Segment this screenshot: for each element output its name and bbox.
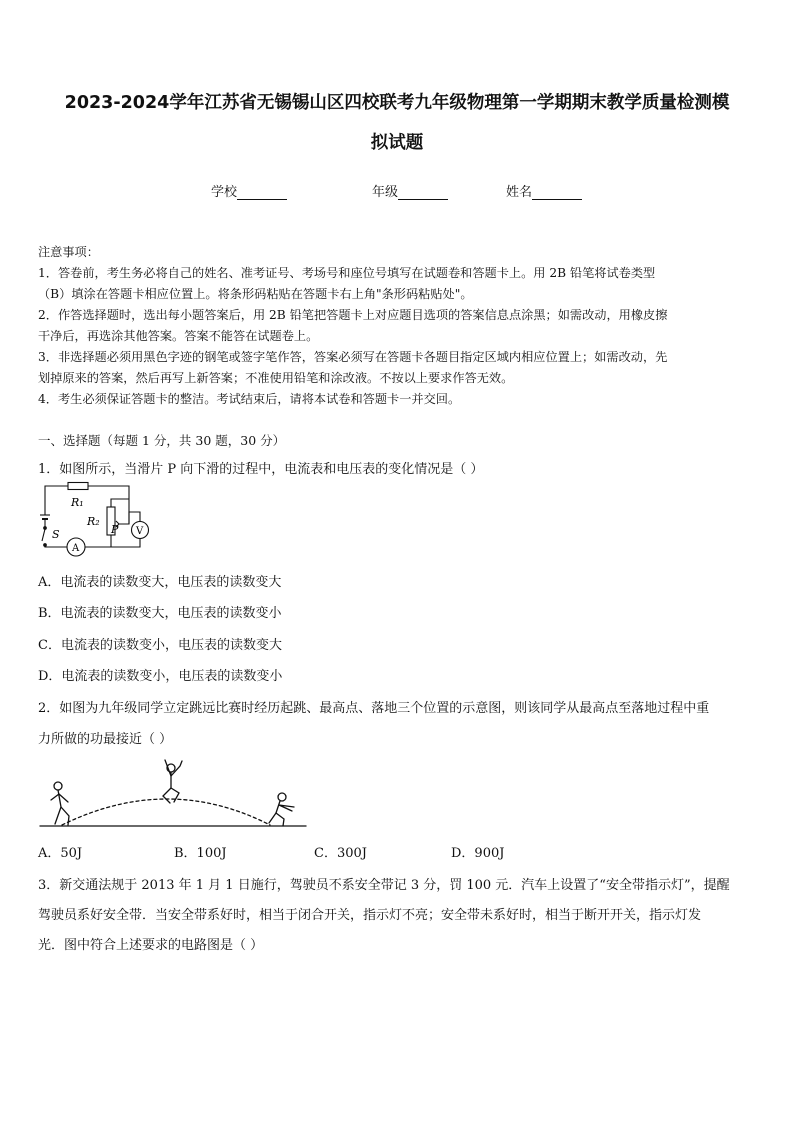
q2-option-d[interactable]: D．900J bbox=[451, 846, 505, 861]
section-heading: 一、选择题（每题 1 分，共 30 题，30 分） bbox=[38, 433, 286, 448]
q1-option-b[interactable]: B．电流表的读数变大，电压表的读数变小 bbox=[38, 606, 282, 621]
q3-stem-line1: 3．新交通法规于 2013 年 1 月 1 日施行，驾驶员不系安全带记 3 分，罚 100 元．汽车上设置了“安全带指示灯”，提醒 bbox=[38, 878, 730, 893]
s-label: S bbox=[52, 528, 60, 541]
figure-highest bbox=[163, 760, 182, 803]
q3-stem-line2: 驾驶员系好安全带．当安全带系好时，相当于闭合开关，指示灯不亮；安全带未系好时，相当于断开开关，指示灯发 bbox=[38, 908, 702, 923]
grade-label: 年级 bbox=[372, 185, 399, 200]
notes-heading: 注意事项： bbox=[38, 245, 99, 259]
q1-option-a[interactable]: A．电流表的读数变大，电压表的读数变大 bbox=[38, 575, 282, 590]
q1-option-c[interactable]: C．电流表的读数变小，电压表的读数变大 bbox=[38, 638, 282, 653]
q2-stem-line1: 2．如图为九年级同学立定跳远比赛时经历起跳、最高点、落地三个位置的示意图，则该同学从最高点至落地过程中重 bbox=[38, 701, 710, 716]
school-blank[interactable] bbox=[237, 185, 287, 200]
v-label: V bbox=[136, 526, 144, 537]
name-blank[interactable] bbox=[532, 185, 582, 200]
note-line: 2．作答选择题时，选出每小题答案后，用 2B 铅笔把答题卡上对应题目选项的答案信息点涂黑；如需改动，用橡皮擦 bbox=[38, 308, 668, 322]
name-label: 姓名 bbox=[506, 185, 533, 200]
school-field[interactable] bbox=[211, 181, 287, 200]
jump-trajectory bbox=[62, 799, 270, 825]
grade-blank[interactable] bbox=[398, 185, 448, 200]
q1-circuit-diagram bbox=[38, 481, 150, 561]
a-label: A bbox=[72, 543, 80, 554]
exam-title-line1: 2023-2024学年江苏省无锡锡山区四校联考九年级物理第一学期期末教学质量检测模 bbox=[64, 93, 730, 113]
q2-stem-line2: 力所做的功最接近（ ） bbox=[38, 732, 173, 747]
name-field[interactable] bbox=[506, 181, 582, 200]
r1-resistor bbox=[68, 483, 88, 490]
q3-stem-line3: 光．图中符合上述要求的电路图是（ ） bbox=[38, 938, 264, 953]
long-jump-diagram bbox=[38, 755, 308, 833]
school-label: 学校 bbox=[211, 185, 238, 200]
q2-option-a[interactable]: A．50J bbox=[38, 846, 83, 861]
r2-label: R₂ bbox=[87, 515, 100, 528]
note-line: （B）填涂在答题卡相应位置上。将条形码粘贴在答题卡右上角"条形码粘贴处"。 bbox=[38, 287, 473, 301]
q2-option-c[interactable]: C．300J bbox=[314, 846, 367, 861]
p-label: P bbox=[111, 523, 119, 536]
figure-takeoff bbox=[51, 782, 69, 825]
figure-landing bbox=[269, 793, 294, 826]
q1-stem: 1．如图所示，当滑片 P 向下滑的过程中，电流表和电压表的变化情况是（ ） bbox=[38, 462, 484, 477]
r1-label: R₁ bbox=[71, 496, 84, 509]
grade-field[interactable] bbox=[372, 181, 448, 200]
note-line: 1．答卷前，考生务必将自己的姓名、准考证号、考场号和座位号填写在试题卷和答题卡上。用 2B 铅笔将试卷类型 bbox=[38, 266, 656, 280]
q2-option-b[interactable]: B．100J bbox=[174, 846, 227, 861]
q1-option-d[interactable]: D．电流表的读数变小，电压表的读数变小 bbox=[38, 669, 283, 684]
note-line: 干净后，再选涂其他答案。答案不能答在试题卷上。 bbox=[38, 329, 319, 343]
note-line: 4．考生必须保证答题卡的整洁。考试结束后，请将本试卷和答题卡一并交回。 bbox=[38, 392, 461, 406]
note-line: 3．非选择题必须用黑色字迹的钢笔或签字笔作答，答案必须写在答题卡各题目指定区域内相应位置上；如需改动，先 bbox=[38, 350, 668, 364]
exam-title-line2: 拟试题 bbox=[370, 133, 424, 153]
note-line: 划掉原来的答案，然后再写上新答案；不准使用铅笔和涂改液。不按以上要求作答无效。 bbox=[38, 371, 514, 385]
